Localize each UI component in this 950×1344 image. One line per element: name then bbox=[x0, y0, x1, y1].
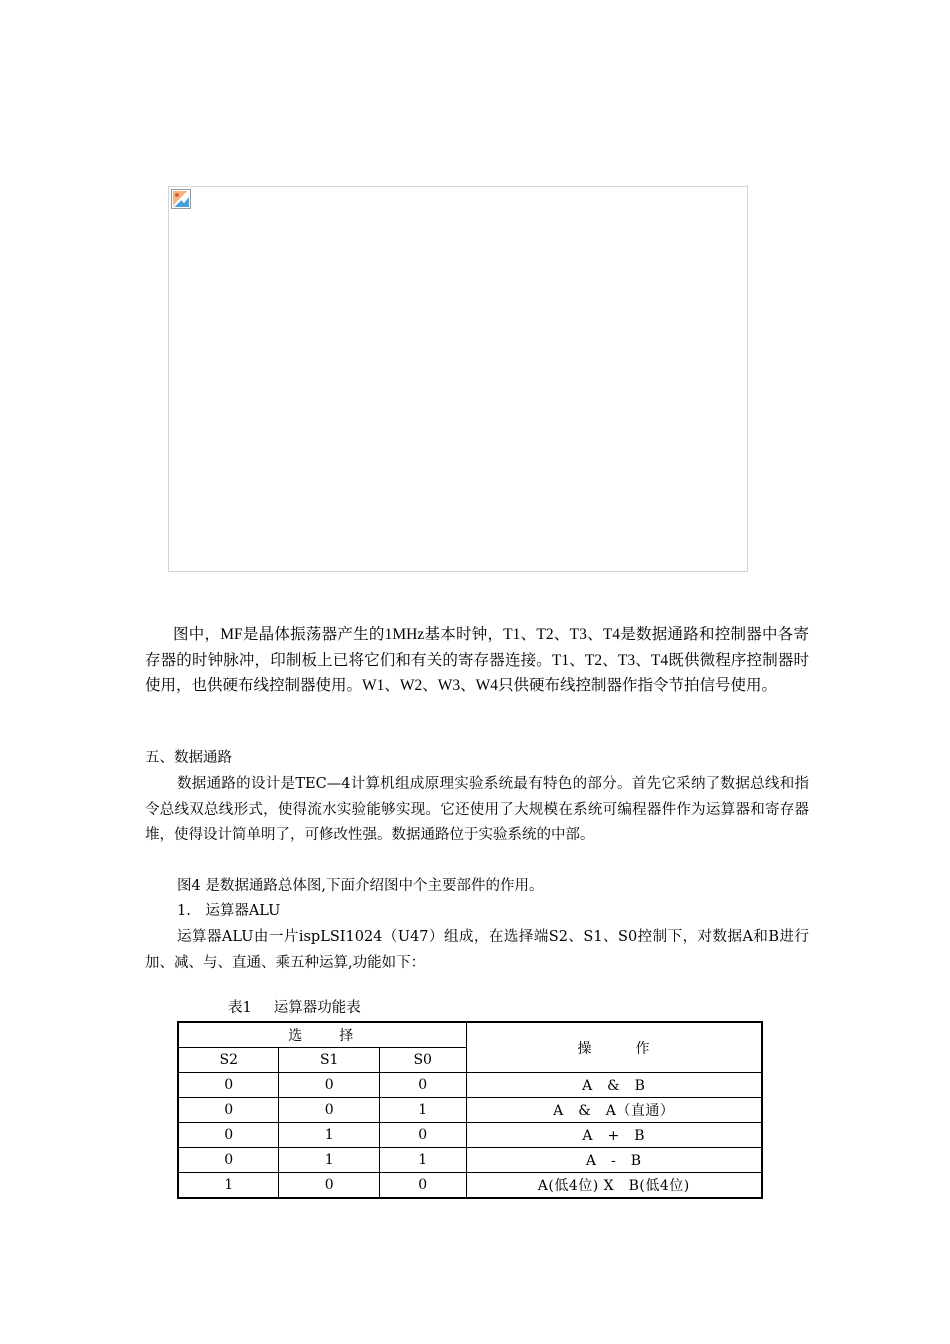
column-header-s1: S1 bbox=[279, 1048, 379, 1073]
cell-s2: 0 bbox=[178, 1123, 279, 1148]
column-header-s0: S0 bbox=[379, 1048, 466, 1073]
timing-paragraph: 图中，MF是晶体振荡器产生的1MHz基本时钟，T1、T2、T3、T4是数据通路和控制器中各寄存器的时钟脉冲，印制板上已将它们和有关的寄存器连接。T1、T2、T3、T4既供微程序控制器时使用，也供硬布线控制器使用。W1、W2、W3、W4只供硬布线控制器作指令节拍信号使用。 bbox=[145, 626, 809, 695]
cell-s1: 1 bbox=[279, 1148, 379, 1173]
alu-function-table bbox=[177, 1021, 763, 1199]
table-row bbox=[178, 1123, 762, 1148]
section-heading: 五、数据通路 bbox=[145, 750, 232, 766]
table-caption-title: 运算器功能表 bbox=[273, 1000, 361, 1016]
cell-s2: 0 bbox=[178, 1148, 279, 1173]
table-caption-number: 表1 bbox=[228, 1000, 252, 1016]
datapath-paragraph: 数据通路的设计是TEC—4计算机组成原理实验系统最有特色的部分。首先它采纳了数据总线和指令总线双总线形式，使得流水实验能够实现。它还使用了大规模在系统可编程器件作为运算器和寄存器堆，使得设计简单明了，可修改性强。数据通路位于实验系统的中部。 bbox=[145, 776, 809, 844]
cell-operation: A & B bbox=[466, 1073, 762, 1098]
cell-operation: A(低4位) X B(低4位) bbox=[466, 1173, 762, 1199]
alu-subheading: 1. 运算器ALU bbox=[177, 903, 281, 919]
cell-operation: A & A（直通） bbox=[466, 1098, 762, 1123]
cell-s2: 0 bbox=[178, 1073, 279, 1098]
alu-paragraph: 运算器ALU由一片ispLSI1024（U47）组成，在选择端S2、S1、S0控制下，对数据A和B进行加、减、与、直通、乘五种运算,功能如下： bbox=[145, 929, 809, 971]
cell-s0: 0 bbox=[379, 1173, 466, 1199]
table-row bbox=[178, 1148, 762, 1173]
table-row bbox=[178, 1098, 762, 1123]
cell-s0: 1 bbox=[379, 1148, 466, 1173]
table-caption bbox=[228, 996, 361, 1020]
cell-operation: A + B bbox=[466, 1123, 762, 1148]
cell-s0: 0 bbox=[379, 1073, 466, 1098]
cell-s2: 0 bbox=[178, 1098, 279, 1123]
table-row bbox=[178, 1173, 762, 1199]
cell-operation: A - B bbox=[466, 1148, 762, 1173]
column-header-s2: S2 bbox=[178, 1048, 279, 1073]
cell-s1: 0 bbox=[279, 1073, 379, 1098]
cell-s1: 0 bbox=[279, 1173, 379, 1199]
cell-s0: 1 bbox=[379, 1098, 466, 1123]
broken-image-icon bbox=[171, 189, 191, 209]
cell-s2: 1 bbox=[178, 1173, 279, 1199]
cell-s1: 1 bbox=[279, 1123, 379, 1148]
table-row bbox=[178, 1073, 762, 1098]
cell-s1: 0 bbox=[279, 1098, 379, 1123]
figure4-paragraph: 图4 是数据通路总体图,下面介绍图中个主要部件的作用。 bbox=[177, 878, 544, 894]
table-header-row bbox=[178, 1022, 762, 1048]
select-header: 选 择 bbox=[178, 1022, 466, 1048]
figure-placeholder bbox=[168, 186, 748, 572]
operation-header: 操 作 bbox=[466, 1022, 762, 1073]
cell-s0: 0 bbox=[379, 1123, 466, 1148]
